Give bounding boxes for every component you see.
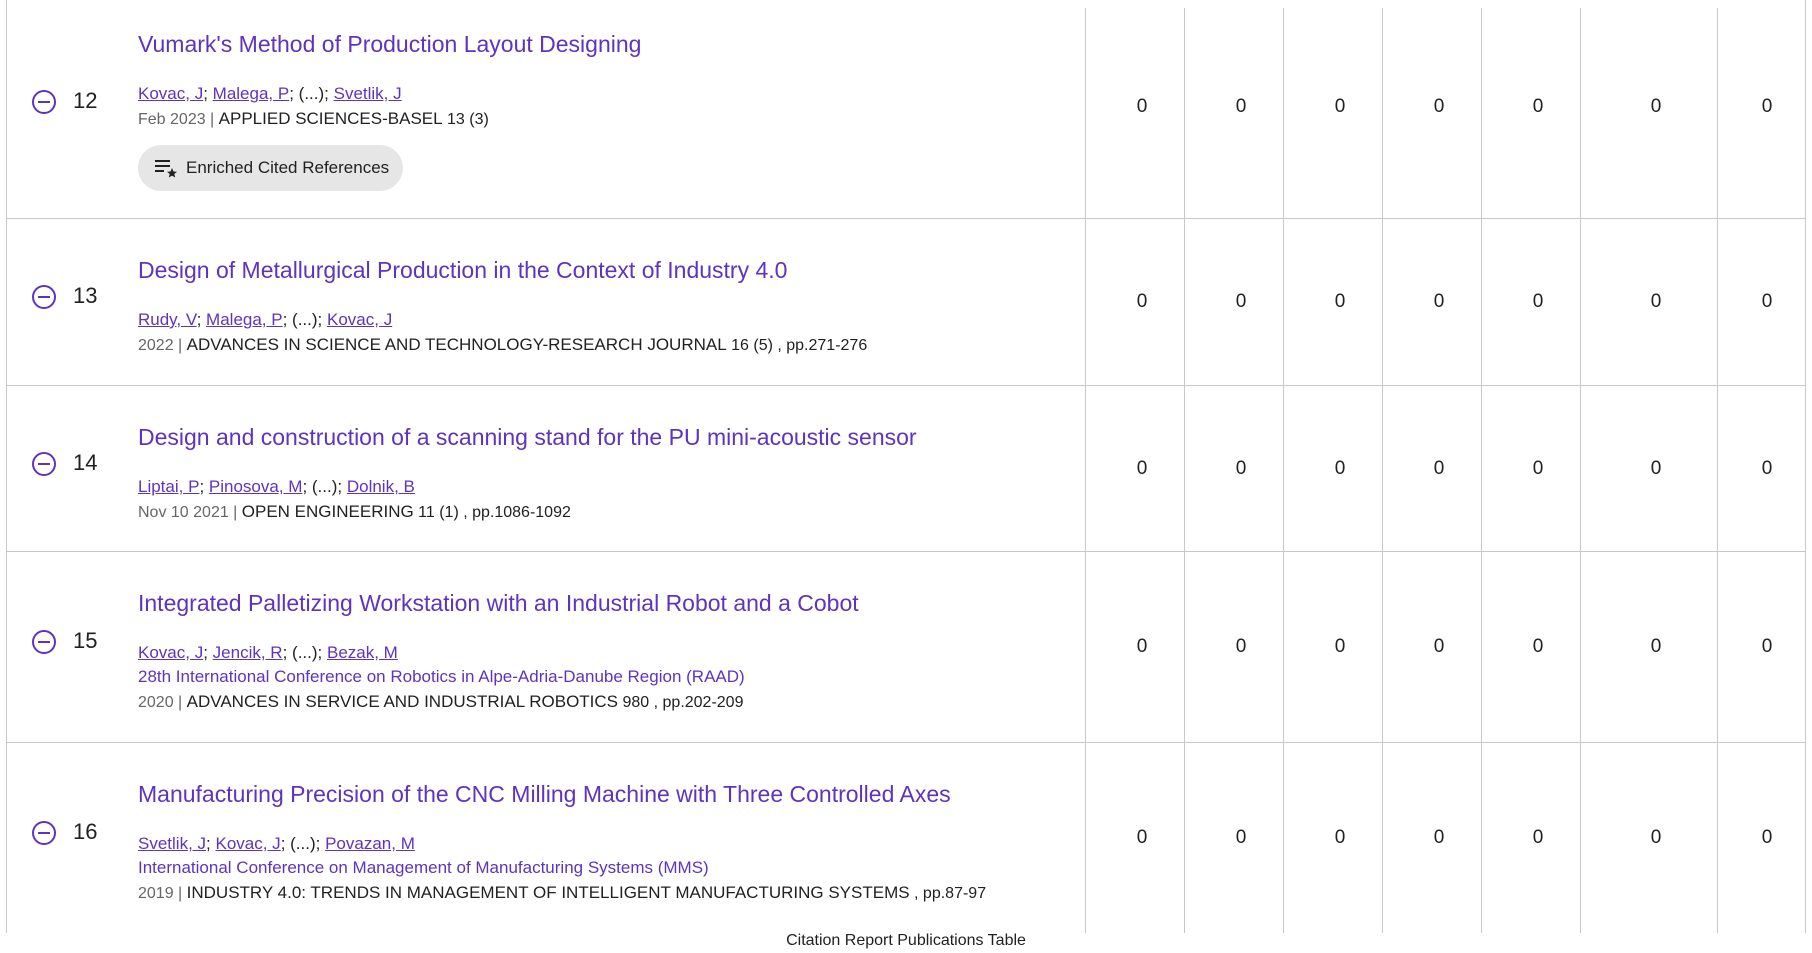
record-title-link[interactable]: Design and construction of a scanning stand for the PU mini-acoustic sensor [138,424,917,450]
journal-name: OPEN ENGINEERING [241,502,414,521]
citation-count-cell: 0 [1761,636,1773,657]
journal-name: APPLIED SCIENCES-BASEL [218,109,443,128]
enriched-cited-references-button[interactable] [138,145,403,191]
record-title-link[interactable]: Integrated Palletizing Workstation with an Industrial Robot and a Cobot [138,590,859,616]
citation-count-cell: 0 [1650,291,1662,312]
collapse-circle-minus-icon[interactable] [32,630,56,654]
citation-count-cell: 0 [1761,458,1773,479]
journal-name: INDUSTRY 4.0: TRENDS IN MANAGEMENT OF INTELLIGENT MANUFACTURING SYSTEMS [186,883,910,902]
citation-count-cell: 0 [1235,96,1247,117]
author-link[interactable]: Kovac, J [327,310,393,329]
source-line: Nov 10 2021 | OPEN ENGINEERING 11 (1) , pp.1086-1092 [138,502,571,521]
publication-date: 2020 [138,694,174,711]
table-row [7,552,1805,743]
author-link[interactable]: Malega, P [212,84,290,103]
author-link[interactable]: Pinosova, M [208,477,303,496]
publication-date: Nov 10 2021 [138,504,229,521]
conference-link[interactable]: International Conference on Management of Manufacturing Systems (MMS) [138,858,709,877]
collapse-circle-minus-icon[interactable] [32,821,56,845]
authors-ellipsis: (...) [311,477,338,496]
author-link[interactable]: Kovac, J [138,84,204,103]
table-row [7,386,1805,552]
source-line: Feb 2023 | APPLIED SCIENCES-BASEL 13 (3) [138,109,489,128]
citation-count-cell: 0 [1532,458,1544,479]
table-row [7,219,1805,386]
record-number: 15 [73,628,98,653]
publication-details: 980 , pp.202-209 [622,694,744,711]
collapse-circle-minus-icon[interactable] [32,90,56,114]
record-number: 16 [73,819,98,844]
table-row [7,743,1805,933]
source-line: 2019 | INDUSTRY 4.0: TRENDS IN MANAGEMENT OF INTELLIGENT MANUFACTURING SYSTEMS , pp.87-97 [138,883,987,902]
authors-line: Kovac, J; Malega, P; (...); Svetlik, J [138,84,402,103]
citation-count-cell: 0 [1235,636,1247,657]
citation-count-cell: 0 [1761,96,1773,117]
authors-line: Rudy, V; Malega, P; (...); Kovac, J [138,310,393,329]
citation-report-table [6,0,1806,933]
citation-count-cell: 0 [1650,636,1662,657]
journal-name: ADVANCES IN SCIENCE AND TECHNOLOGY-RESEARCH JOURNAL [186,335,727,354]
list-star-icon [154,158,178,178]
record-title-link[interactable]: Vumark's Method of Production Layout Designing [138,31,642,57]
authors-line: Liptai, P; Pinosova, M; (...); Dolnik, B [138,477,415,496]
author-link[interactable]: Kovac, J [215,834,281,853]
citation-count-cell: 0 [1433,827,1445,848]
citation-count-cell: 0 [1334,458,1346,479]
citation-count-cell: 0 [1235,291,1247,312]
enriched-button-label: Enriched Cited References [186,158,390,177]
source-line: 2022 | ADVANCES IN SCIENCE AND TECHNOLOGY-RESEARCH JOURNAL 16 (5) , pp.271-276 [138,335,868,354]
authors-ellipsis: (...) [298,84,325,103]
collapse-circle-minus-icon[interactable] [32,452,56,476]
authors-line: Kovac, J; Jencik, R; (...); Bezak, M [138,643,398,662]
publication-date: 2019 [138,885,174,902]
record-number: 12 [73,88,98,113]
collapse-circle-minus-icon[interactable] [32,285,56,309]
citation-count-cell: 0 [1761,291,1773,312]
journal-name: ADVANCES IN SERVICE AND INDUSTRIAL ROBOTICS [186,692,619,711]
citation-count-cell: 0 [1433,458,1445,479]
citation-count-cell: 0 [1334,636,1346,657]
authors-ellipsis: (...) [292,643,318,662]
author-link[interactable]: Liptai, P [138,477,200,496]
record-title-link[interactable]: Design of Metallurgical Production in the Context of Industry 4.0 [138,257,788,283]
authors-line: Svetlik, J; Kovac, J; (...); Povazan, M [138,834,415,853]
citation-count-cell: 0 [1532,636,1544,657]
citation-count-cell: 0 [1650,827,1662,848]
citation-count-cell: 0 [1334,827,1346,848]
author-link[interactable]: Svetlik, J [138,834,207,853]
authors-ellipsis: (...) [292,310,318,329]
citation-count-cell: 0 [1532,96,1544,117]
record-number: 14 [73,450,98,475]
author-link[interactable]: Malega, P [206,310,283,329]
citation-count-cell: 0 [1136,827,1148,848]
citation-count-cell: 0 [1334,291,1346,312]
publication-details: 16 (5) , pp.271-276 [731,337,868,354]
conference-link[interactable]: 28th International Conference on Robotics in Alpe-Adria-Danube Region (RAAD) [138,667,745,686]
citation-count-cell: 0 [1136,291,1148,312]
citation-count-cell: 0 [1761,827,1773,848]
source-line: 2020 | ADVANCES IN SERVICE AND INDUSTRIAL ROBOTICS 980 , pp.202-209 [138,692,744,711]
author-link[interactable]: Svetlik, J [333,84,402,103]
citation-count-cell: 0 [1650,96,1662,117]
citation-count-cell: 0 [1650,458,1662,479]
publication-details: 11 (1) , pp.1086-1092 [418,504,571,521]
table-caption: Citation Report Publications Table [786,932,1026,949]
author-link[interactable]: Povazan, M [325,834,415,853]
citation-count-cell: 0 [1235,827,1247,848]
author-link[interactable]: Jencik, R [212,643,283,662]
record-number: 13 [73,283,98,308]
author-link[interactable]: Rudy, V [138,310,197,329]
publication-date: Feb 2023 [138,111,206,128]
citation-count-cell: 0 [1136,96,1148,117]
citation-count-cell: 0 [1532,291,1544,312]
publication-details: , pp.87-97 [914,885,987,902]
citation-count-cell: 0 [1235,458,1247,479]
publication-details: 13 (3) [447,111,489,128]
author-link[interactable]: Bezak, M [326,643,398,662]
citation-count-cell: 0 [1136,636,1148,657]
citation-count-cell: 0 [1334,96,1346,117]
citation-count-cell: 0 [1433,291,1445,312]
author-link[interactable]: Kovac, J [138,643,204,662]
citation-count-cell: 0 [1532,827,1544,848]
table-row [7,0,1805,219]
citation-count-cell: 0 [1433,96,1445,117]
citation-count-cell: 0 [1433,636,1445,657]
author-link[interactable]: Dolnik, B [346,477,415,496]
record-title-link[interactable]: Manufacturing Precision of the CNC Milling Machine with Three Controlled Axes [138,781,951,807]
publication-date: 2022 [138,337,174,354]
citation-count-cell: 0 [1136,458,1148,479]
authors-ellipsis: (...) [290,834,316,853]
